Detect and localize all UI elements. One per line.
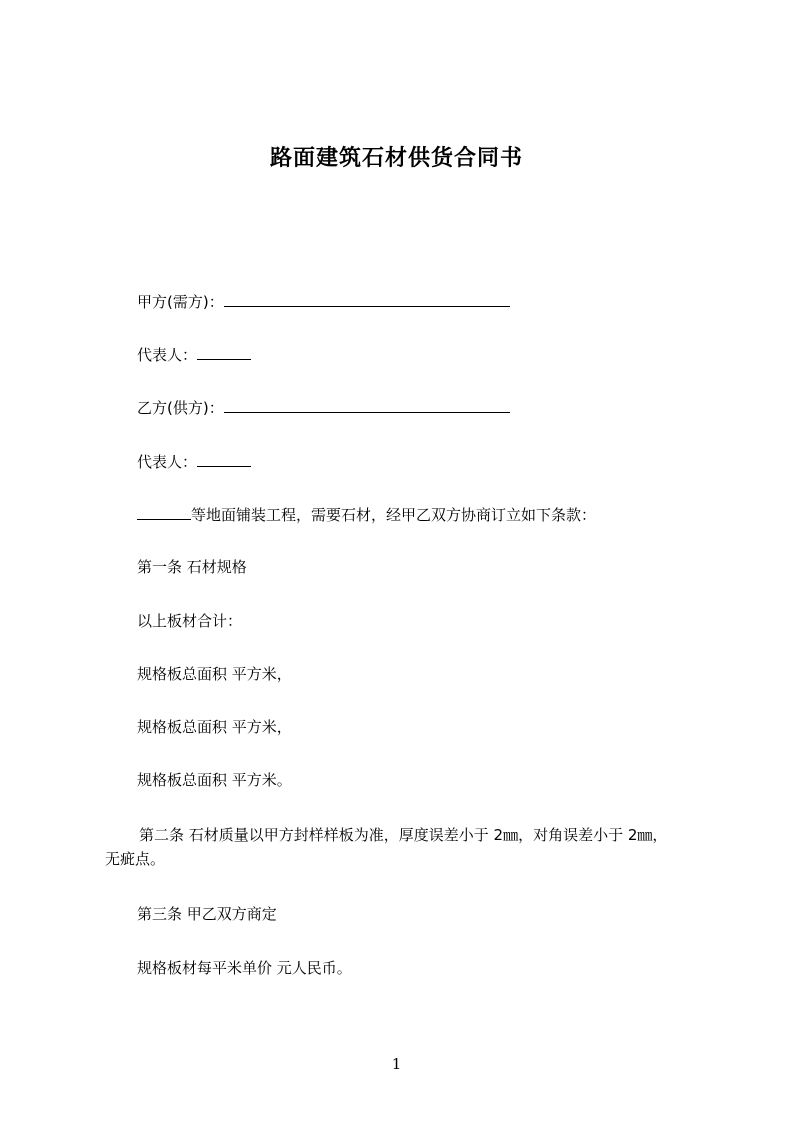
price-line: 规格板材每平米单价 元人民币。 [137, 959, 352, 977]
project-name-blank [137, 503, 191, 520]
total-label: 以上板材合计： [137, 612, 243, 630]
party-b-label: 乙方(供方)： [137, 399, 224, 417]
representative-a-blank [197, 343, 251, 360]
representative-b-blank [197, 450, 251, 467]
party-a-label: 甲方(需方)： [137, 293, 224, 311]
article-2-line-2: 无疵点。 [105, 850, 166, 868]
article-2-line-1: 第二条 石材质量以甲方封样样板为准，厚度误差小于 2㎜，对角误差小于 2㎜， [139, 826, 668, 844]
party-a-blank [224, 290, 510, 307]
spec-line-3: 规格板总面积 平方米。 [137, 771, 292, 789]
intro-text: 等地面铺装工程，需要石材，经甲乙双方协商订立如下条款： [191, 506, 597, 524]
representative-a-line [137, 343, 251, 366]
article-1-heading: 第一条 石材规格 [137, 558, 247, 576]
page-number: 1 [391, 1055, 402, 1073]
representative-a-label: 代表人： [137, 346, 198, 364]
article-3-heading: 第三条 甲乙双方商定 [137, 905, 277, 923]
party-b-line [137, 396, 510, 419]
intro-paragraph [137, 503, 596, 526]
representative-b-line [137, 450, 251, 473]
spec-line-1: 规格板总面积 平方米， [137, 665, 292, 683]
party-a-line [137, 290, 510, 313]
article-2-paragraph [105, 823, 695, 871]
spec-line-2: 规格板总面积 平方米， [137, 718, 292, 736]
party-b-blank [224, 396, 510, 413]
representative-b-label: 代表人： [137, 453, 198, 471]
document-title: 路面建筑石材供货合同书 [269, 146, 523, 171]
